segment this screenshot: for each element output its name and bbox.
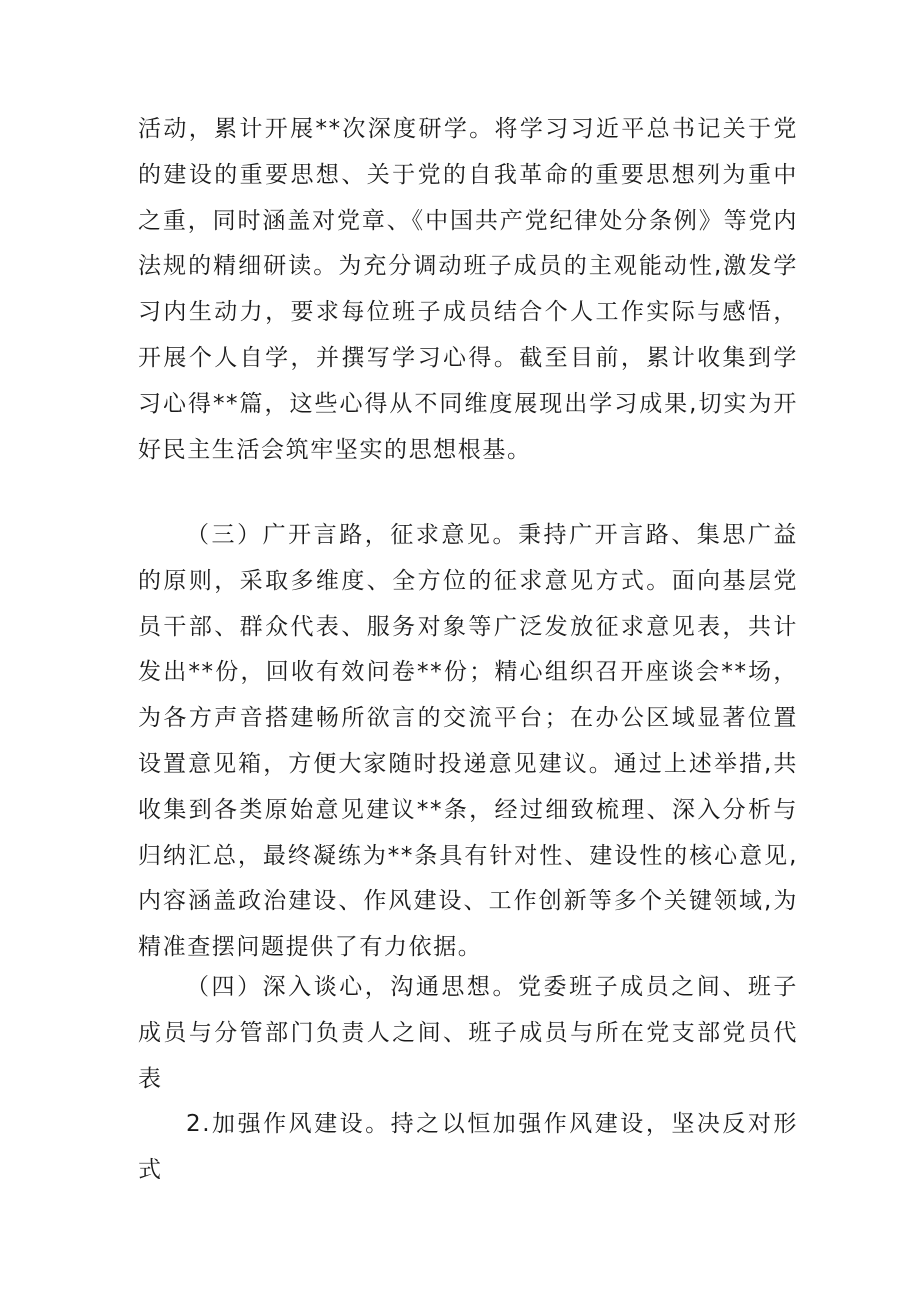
paragraph-study-activities: 活动，累计开展**次深度研学。将学习习近平总书记关于党的建设的重要思想、关于党的自我革命的重要思想列为重中之重，同时涵盖对党章、《中国共产党纪律处分条例》等党内法规的精细研读。为充分调动班子成员的主观能动性,激发学习内生动力，要求每位班子成员结合个人工作实际与感悟，开展个人自学，并撰写学习心得。截至目前，累计收集到学习心得**篇，这些心得从不同维度展现出学习成果,切实为开好民主生活会筑牢坚实的思想根基。 [138,116,798,463]
paragraph-work-style: 2.加强作风建设。持之以恒加强作风建设，坚决反对形式 [138,1111,798,1183]
paragraph-heart-to-heart-talks: （四）深入谈心，沟通思想。党委班子成员之间、班子成员与分管部门负责人之间、班子成员与所在党支部党员代表 [138,974,798,1092]
paragraph-solicit-opinions: （三）广开言路，征求意见。秉持广开言路、集思广益的原则，采取多维度、全方位的征求意见方式。面向基层党员干部、群众代表、服务对象等广泛发放征求意见表，共计发出**份，回收有效问卷**份；精心组织召开座谈会**场，为各方声音搭建畅所欲言的交流平台；在办公区域显著位置设置意见箱，方便大家随时投递意见建议。通过上述举措,共收集到各类原始意见建议**条，经过细致梳理、深入分析与归纳汇总，最终凝练为**条具有针对性、建设性的核心意见,内容涵盖政治建设、作风建设、工作创新等多个关键领域,为精准查摆问题提供了有力依据。 [138,522,798,961]
